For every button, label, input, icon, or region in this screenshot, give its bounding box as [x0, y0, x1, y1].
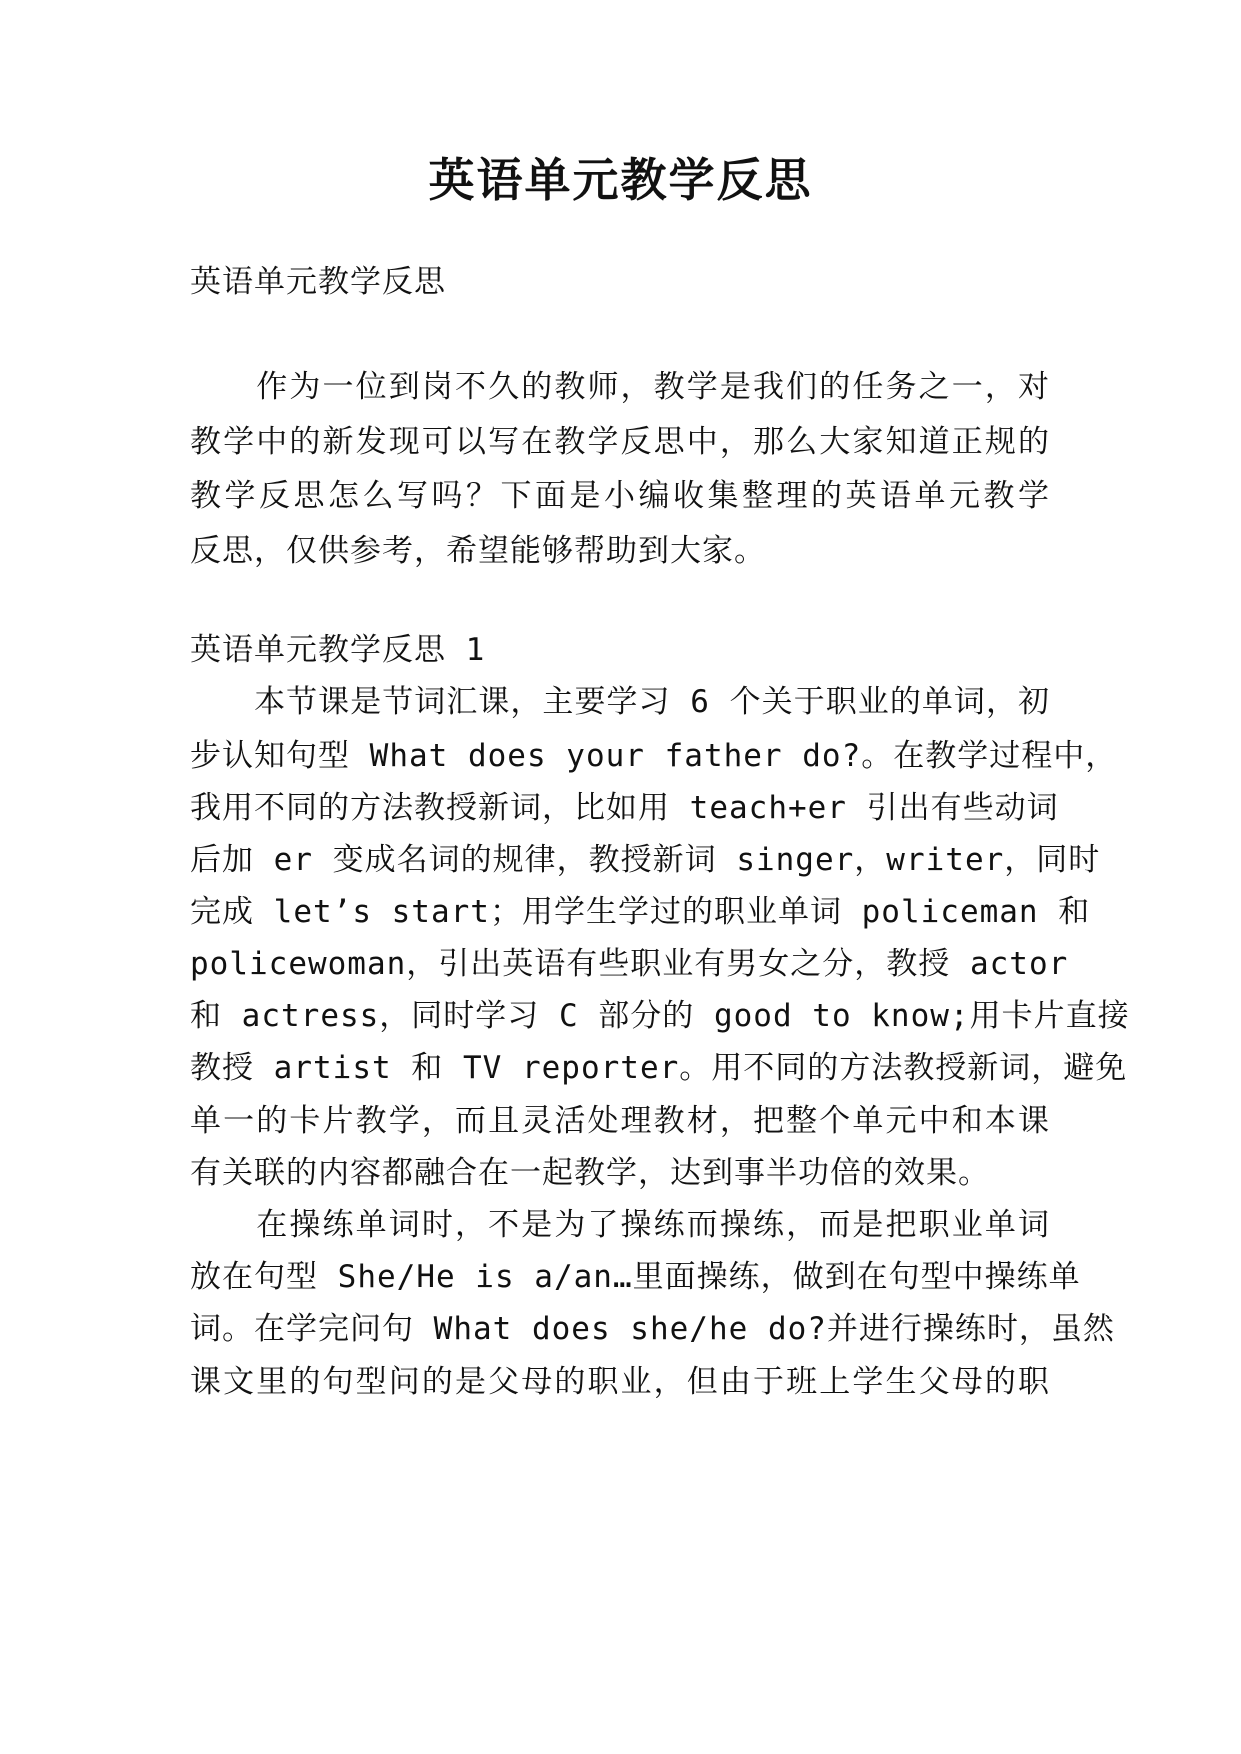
body-line: 课文里的句型问的是父母的职业，但由于班上学生父母的职 [190, 1364, 1050, 1400]
body-line: 单一的卡片教学，而且灵活处理教材，把整个单元中和本课 [190, 1103, 1050, 1139]
section-heading: 英语单元教学反思 1 [190, 632, 486, 668]
body-line: 步认知句型 What does your father do?。在教学过程中， [190, 738, 1118, 774]
body-line: 放在句型 She/He is a/an…里面操练，做到在句型中操练单 [190, 1259, 1081, 1295]
document-subtitle: 英语单元教学反思 [190, 264, 446, 300]
body-line: 在操练单词时，不是为了操练而操练，而是把职业单词 [190, 1207, 1050, 1243]
body-line: policewoman，引出英语有些职业有男女之分，教授 actor [190, 946, 1069, 982]
body-line: 和 actress，同时学习 C 部分的 good to know;用卡片直接 [190, 998, 1130, 1034]
body-line: 词。在学完问句 What does she/he do?并进行操练时，虽然 [190, 1311, 1115, 1347]
document-title: 英语单元教学反思 [428, 153, 813, 207]
body-line: 完成 let’s start；用学生学过的职业单词 policeman 和 [190, 894, 1091, 930]
body-line: 教授 artist 和 TV reporter。用不同的方法教授新词，避免 [190, 1050, 1128, 1086]
intro-line: 反思，仅供参考，希望能够帮助到大家。 [190, 533, 766, 569]
intro-line: 教学反思怎么写吗？下面是小编收集整理的英语单元教学 [190, 478, 1050, 514]
body-line: 本节课是节词汇课，主要学习 6 个关于职业的单词，初 [190, 684, 1050, 720]
intro-line: 教学中的新发现可以写在教学反思中，那么大家知道正规的 [190, 424, 1050, 460]
body-line: 后加 er 变成名词的规律，教授新词 singer，writer，同时 [190, 842, 1101, 878]
body-line: 我用不同的方法教授新词，比如用 teach+er 引出有些动词 [190, 790, 1059, 826]
body-line: 有关联的内容都融合在一起教学，达到事半功倍的效果。 [190, 1155, 990, 1191]
intro-line: 作为一位到岗不久的教师，教学是我们的任务之一，对 [190, 369, 1050, 405]
